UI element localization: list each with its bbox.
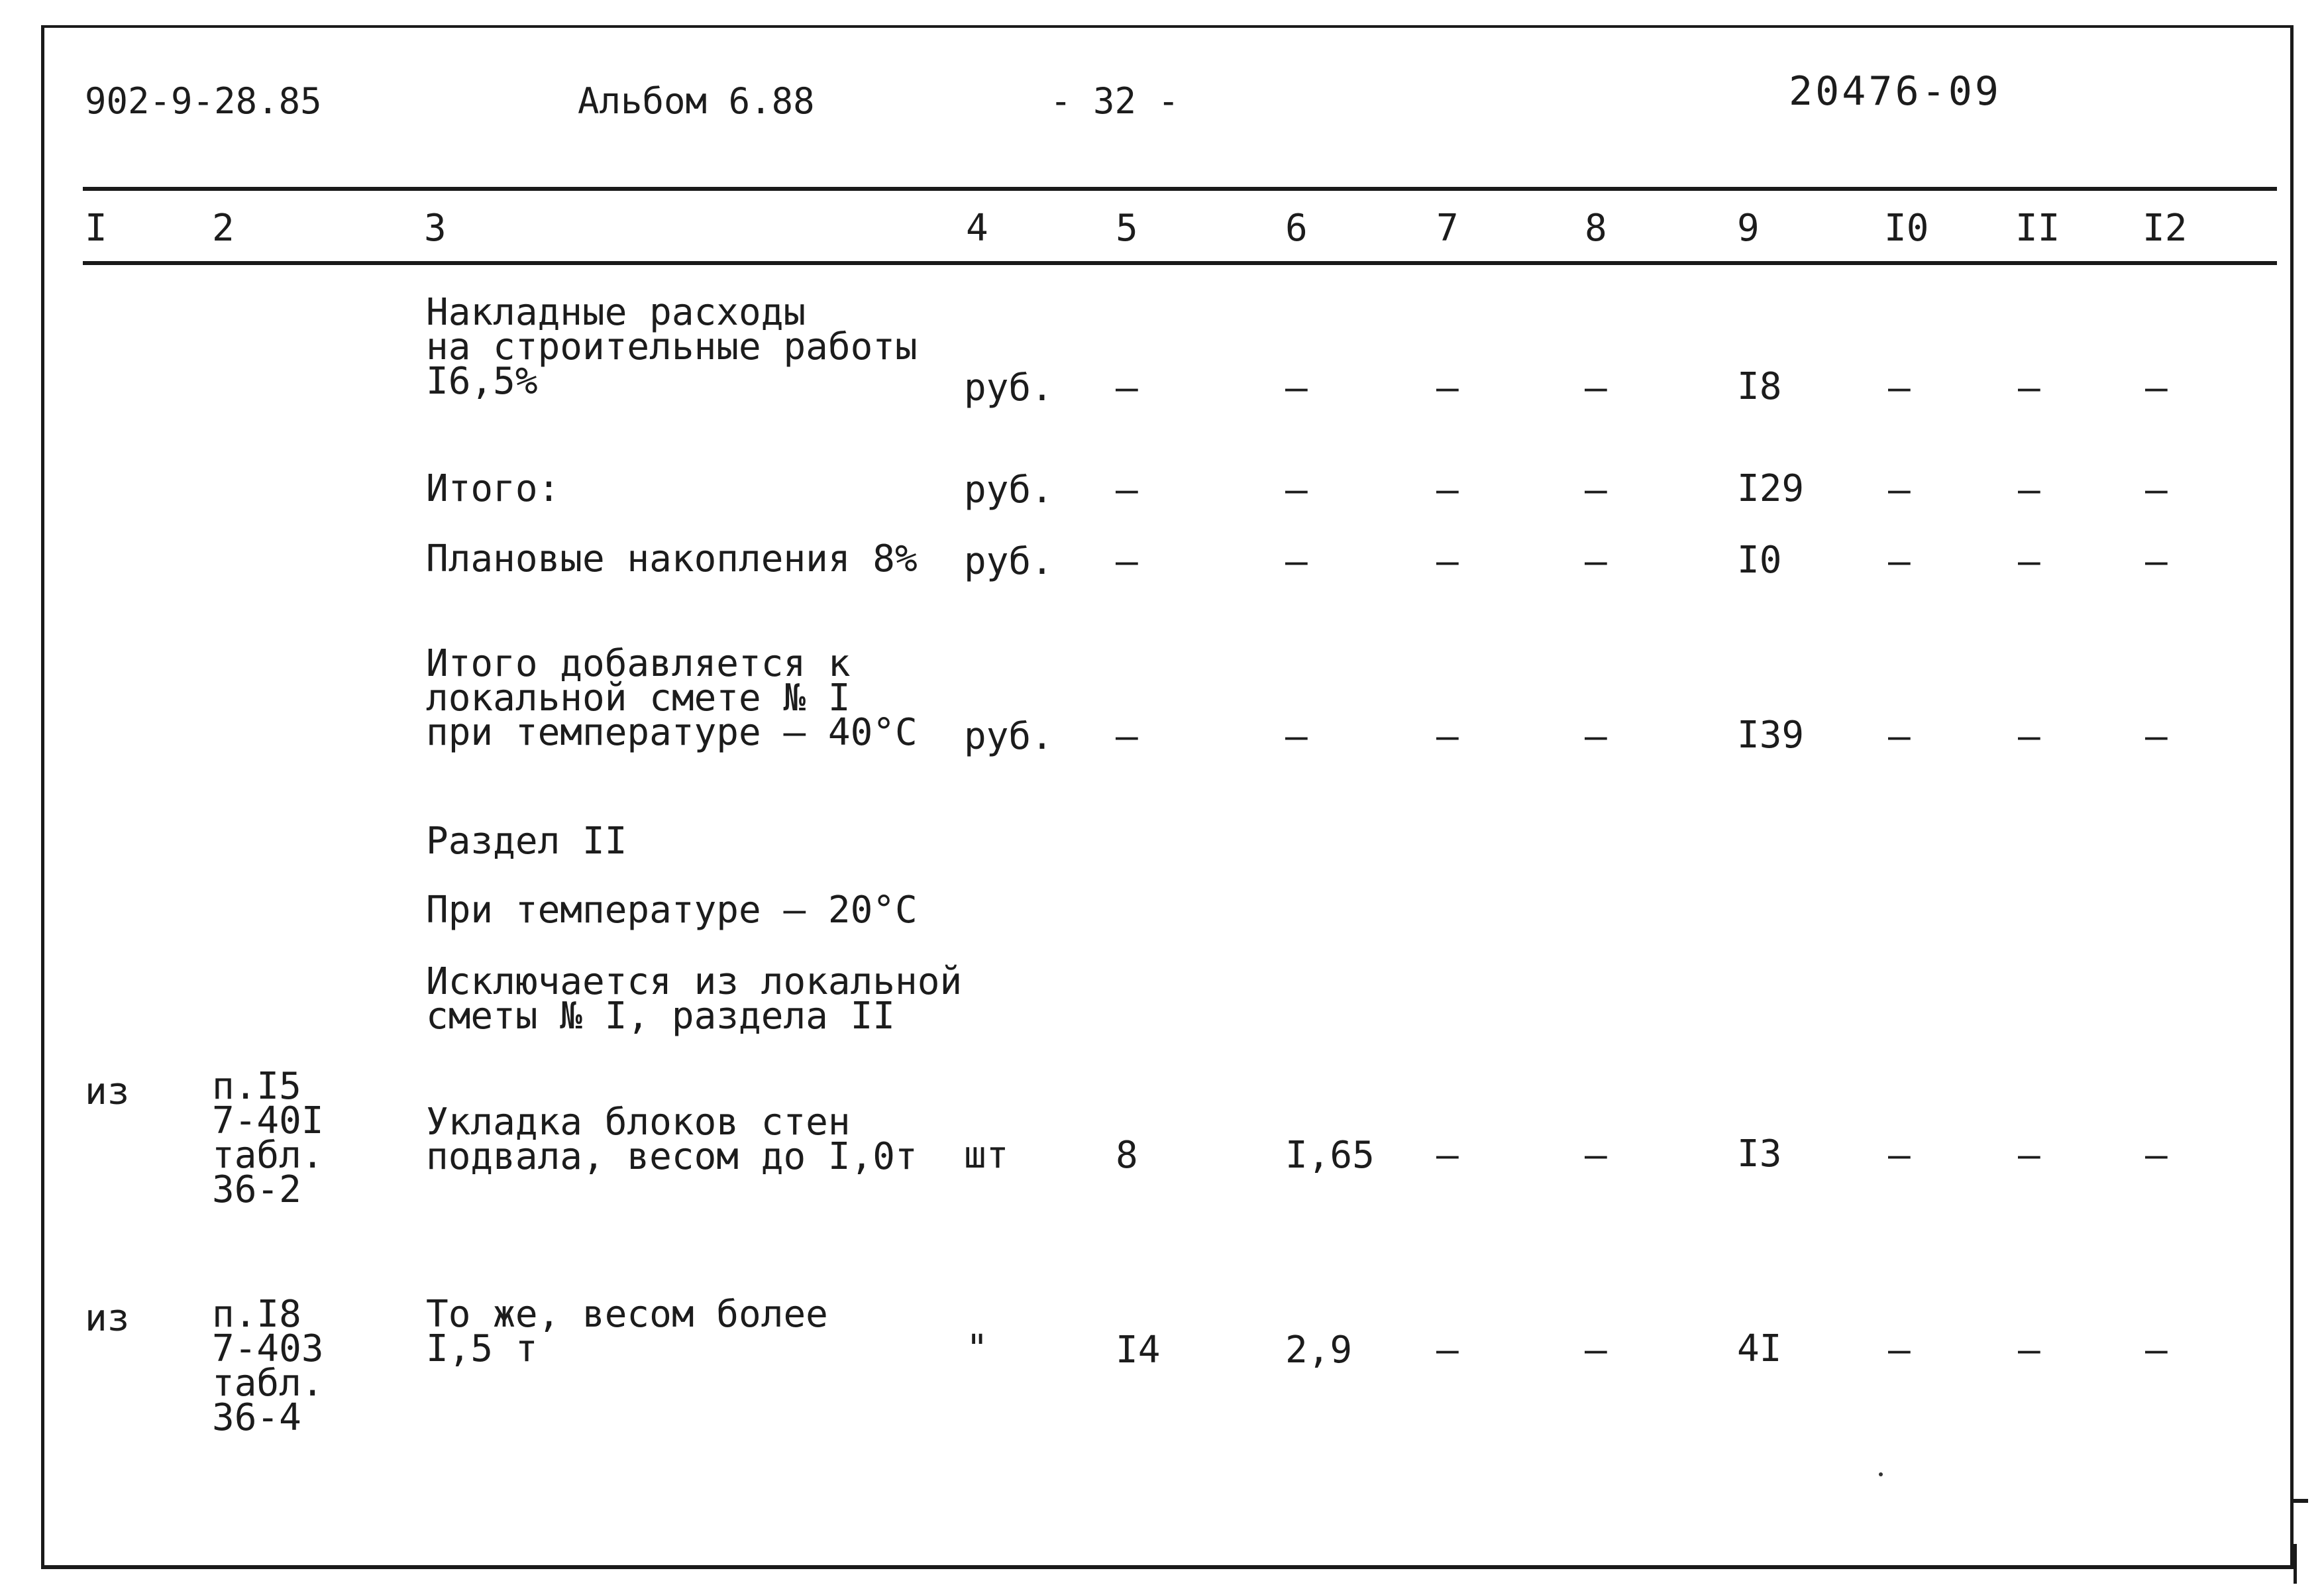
value-cell: – — [1888, 1134, 1911, 1177]
value-cell: – — [1436, 468, 1459, 512]
column-number: I0 — [1884, 207, 1929, 250]
value-cell: – — [1888, 540, 1911, 583]
unit-cell: руб. — [964, 366, 1053, 410]
value-cell: – — [2145, 366, 2168, 410]
page-number: - 32 - — [1050, 80, 1180, 122]
value-cell: – — [2145, 1134, 2168, 1177]
column-number: 2 — [212, 207, 235, 250]
value-cell: – — [2018, 540, 2040, 583]
value-cell: I29 — [1737, 467, 1805, 510]
value-cell: – — [1116, 715, 1138, 758]
item-description: Итого добавляется к локальной смете № I при температуре – 40°C — [426, 642, 918, 754]
norm-reference: п.I5 7-40I табл. 36-2 — [212, 1065, 324, 1211]
column-number: 7 — [1436, 207, 1459, 250]
value-cell: – — [1285, 468, 1308, 512]
item-description: Укладка блоков стен подвала, весом до I,0т — [426, 1101, 918, 1178]
scan-speck — [1879, 1472, 1883, 1476]
value-cell: – — [1116, 468, 1138, 512]
value-cell: – — [2018, 366, 2040, 410]
item-description: Накладные расходы на строительные работы I6,5% — [426, 291, 918, 403]
item-description: Итого: — [426, 467, 560, 510]
value-cell: – — [2018, 468, 2040, 512]
doc-code: 902-9-28.85 — [85, 80, 322, 122]
value-cell: I,65 — [1285, 1134, 1375, 1177]
value-cell: – — [2145, 715, 2168, 758]
column-number: 4 — [966, 207, 988, 250]
value-cell: – — [1888, 1329, 1911, 1372]
column-number: 5 — [1116, 207, 1138, 250]
value-cell: 4I — [1737, 1327, 1782, 1370]
value-cell: – — [1436, 1134, 1459, 1177]
value-cell: – — [1585, 1329, 1607, 1372]
unit-cell: " — [966, 1327, 988, 1370]
value-cell: 8 — [1116, 1134, 1138, 1177]
value-cell: – — [2018, 1134, 2040, 1177]
value-cell: – — [2145, 1329, 2168, 1372]
value-cell: 2,9 — [1285, 1329, 1353, 1372]
column-number: 6 — [1285, 207, 1308, 250]
value-cell: – — [1436, 1329, 1459, 1372]
value-cell: – — [2145, 540, 2168, 583]
value-cell: – — [1436, 715, 1459, 758]
value-cell: – — [1585, 366, 1607, 410]
source-prefix: из — [85, 1297, 130, 1340]
value-cell: – — [1585, 468, 1607, 512]
unit-cell: шт — [964, 1134, 1009, 1177]
value-cell: I0 — [1737, 539, 1782, 582]
value-cell: – — [1285, 715, 1308, 758]
value-cell: – — [1116, 540, 1138, 583]
section-heading: Раздел II — [426, 820, 627, 863]
column-number: I2 — [2142, 207, 2188, 250]
value-cell: I39 — [1737, 714, 1805, 757]
value-cell: – — [1285, 540, 1308, 583]
unit-cell: руб. — [964, 468, 1053, 512]
header-rule-top — [83, 187, 2277, 191]
value-cell: – — [2145, 468, 2168, 512]
value-cell: I3 — [1737, 1132, 1782, 1176]
item-description: Исключается из локальной сметы № I, раздела II — [426, 960, 963, 1038]
value-cell: – — [2018, 1329, 2040, 1372]
section-subheading: При температуре – 20°C — [426, 889, 918, 932]
column-number: 8 — [1585, 207, 1607, 250]
header-rule-bottom — [83, 261, 2277, 265]
norm-reference: п.I8 7-403 табл. 36-4 — [212, 1293, 324, 1439]
value-cell: I8 — [1737, 365, 1782, 408]
column-number: 9 — [1737, 207, 1760, 250]
value-cell: – — [1888, 715, 1911, 758]
column-number: I — [85, 207, 107, 250]
value-cell: – — [1888, 468, 1911, 512]
item-description: То же, весом более I,5 т — [426, 1293, 828, 1370]
source-prefix: из — [85, 1070, 130, 1113]
sheet-code: 20476-09 — [1789, 68, 2001, 115]
value-cell: – — [1436, 540, 1459, 583]
value-cell: – — [2018, 715, 2040, 758]
column-number: II — [2015, 207, 2060, 250]
unit-cell: руб. — [964, 715, 1053, 758]
album-label: Альбом 6.88 — [578, 80, 815, 122]
value-cell: – — [1585, 715, 1607, 758]
value-cell: – — [1888, 366, 1911, 410]
unit-cell: руб. — [964, 540, 1053, 583]
value-cell: – — [1585, 540, 1607, 583]
value-cell: I4 — [1116, 1329, 1161, 1372]
frame-tick — [2292, 1499, 2308, 1503]
column-number: 3 — [424, 207, 447, 250]
item-description: Плановые накопления 8% — [426, 537, 918, 580]
value-cell: – — [1585, 1134, 1607, 1177]
frame-tick — [2294, 1544, 2297, 1584]
page-frame — [41, 25, 2294, 1569]
value-cell: – — [1436, 366, 1459, 410]
value-cell: – — [1285, 366, 1308, 410]
value-cell: – — [1116, 366, 1138, 410]
